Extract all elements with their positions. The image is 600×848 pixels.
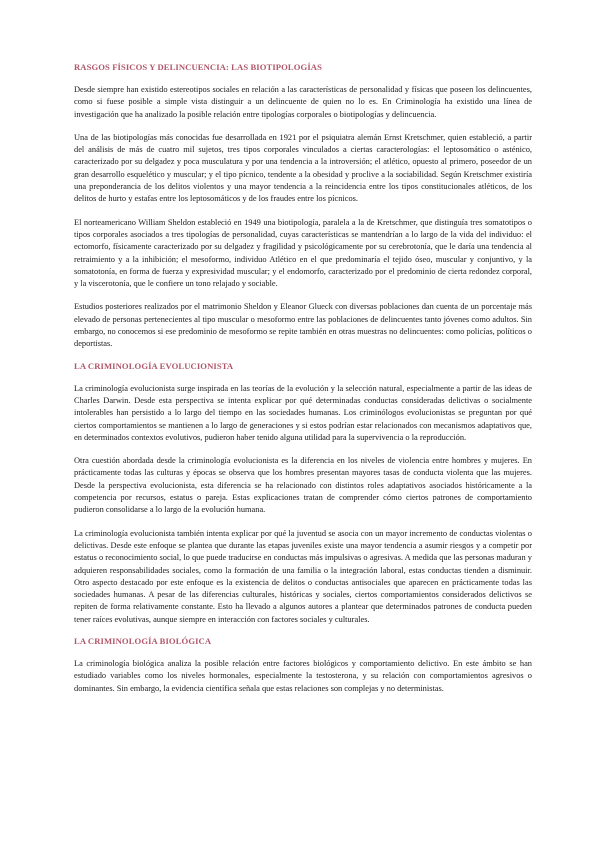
paragraph: Una de las biotipologías más conocidas fue desarrollada en 1921 por el psiquiatra alemán Ernst Kretschmer, quien estableció, a partir del análisis de más de cuatro mil sujetos, tres tipos corporales vinculados a ciertas caracterologías: el leptosomático o asténico, caracterizado por su delgadez y poca musculatura y por una tendencia a la introversión; el atlético, opuesto al primero, poseedor de un gran desarrollo esquelético y muscular; y el tipo pícnico, tendente a la obesidad y proclive a la sociabilidad. Según Kretschmer existiría una preponderancia de los delitos violentos y una mayor tendencia a la reincidencia entre los tipos constitucionales atléticos, de los delitos de hurto y estafas entre los leptosomáticos y de los fraudes entre los pícnicos. [74,132,532,204]
paragraph: El norteamericano William Sheldon estableció en 1949 una biotipología, paralela a la de Kretschmer, que distinguía tres somatotipos o tipos corporales asociados a tres tipologías de personalidad, cuyas características se mantendrían a lo largo de la vida del individuo: el ectomorfo, físicamente caracterizado por su delgadez y fragilidad y psicológicamente por su cerebrotonía, que le daría una tendencia al retraimiento y a la inhibición; el mesoformo, individuo Atlético en el que predominaría el tejido óseo, muscular y conjuntivo, y la somatotonía, en forma de fuerza y expresividad muscular; y el endomorfo, caracterizado por el predominio de cierta redondez corporal, y la viscerotonía, que le confiere un tono relajado y sociable. [74,217,532,289]
paragraph: Estudios posteriores realizados por el matrimonio Sheldon y Eleanor Glueck con diversas poblaciones dan cuenta de un porcentaje más elevado de personas pertenecientes al tipo muscular o mesoformo entre las poblaciones de delincuentes tanto jóvenes como adultos. Sin embargo, no conocemos si ese predominio de mesoformo se repite también en otras muestras no delincuentes: como policías, políticos o deportistas. [74,302,532,349]
document-page [74,62,532,695]
paragraph: La criminología evolucionista también intenta explicar por qué la juventud se asocia con un mayor incremento de conductas violentas o delictivas. Desde este enfoque se plantea que durante las etapas juveniles existe una mayor tendencia a asumir riesgos y a competir por estatus o reconocimiento social, lo que puede traducirse en conductas más impulsivas o agresivas. A medida que las personas maduran y adquieren responsabilidades sociales, como la formación de una familia o la integración laboral, estas conductas tienden a disminuir. Otro aspecto destacado por este enfoque es la existencia de delitos o conductas antisociales que aparecen en prácticamente todas las sociedades humanas. A pesar de las diferencias culturales, históricas y sociales, ciertos comportamientos considerados delictivos se repiten de forma relativamente constante. Esto ha llevado a algunos autores a plantear que determinados patrones de conducta pueden tener raíces evolutivas, aunque siempre en interacción con factores sociales y culturales. [74,528,532,624]
paragraph: La criminología biológica analiza la posible relación entre factores biológicos y comportamiento delictivo. En este ámbito se han estudiado variables como los niveles hormonales, especialmente la testosterona, y su relación con comportamientos agresivos o dominantes. Sin embargo, la evidencia científica señala que estas relaciones son complejas y no deterministas. [74,658,532,693]
paragraph: Desde siempre han existido estereotipos sociales en relación a las características de personalidad y físicas que poseen los delincuentes, como si fuese posible a simple vista distinguir a un delincuente de quien no lo es. En Criminología ha existido una línea de investigación que ha analizado la posible relación entre tipologías corporales o biotipologías y delincuencia. [74,85,532,119]
section-heading-evolucionista: LA CRIMINOLOGÍA EVOLUCIONISTA [74,360,234,371]
paragraph: Otra cuestión abordada desde la criminología evolucionista es la diferencia en los niveles de violencia entre hombres y mujeres. En prácticamente todas las culturas y épocas se observa que los hombres presentan mayores tasas de conducta violenta que las mujeres. Desde la perspectiva evolucionista, esta diferencia se ha relacionado con distintos roles adaptativos asociados históricamente a la competencia por recursos, estatus o pareja. Estas explicaciones tratan de comprender cómo ciertos patrones de comportamiento pudieron consolidarse a lo largo de la evolución humana. [74,456,532,515]
paragraph: La criminología evolucionista surge inspirada en las teorías de la evolución y la selección natural, especialmente a partir de las ideas de Charles Darwin. Desde esta perspectiva se intenta explicar por qué determinadas conductas consideradas delictivas o socialmente intolerables han persistido a lo largo del tiempo en las sociedades humanas. Los criminólogos evolucionistas se preguntan por qué ciertos comportamientos se mantienen a lo largo de generaciones y si estos podrían estar relacionados con mecanismos adaptativos que, en determinados contextos evolutivos, pudieron haber tenido alguna utilidad para la supervivencia o la reproducción. [74,383,532,442]
section-heading-biotipologias: RASGOS FÍSICOS Y DELINCUENCIA: LAS BIOTIPOLOGÍAS [74,62,322,72]
section-heading-biologica: LA CRIMINOLOGÍA BIOLÓGICA [74,635,212,646]
